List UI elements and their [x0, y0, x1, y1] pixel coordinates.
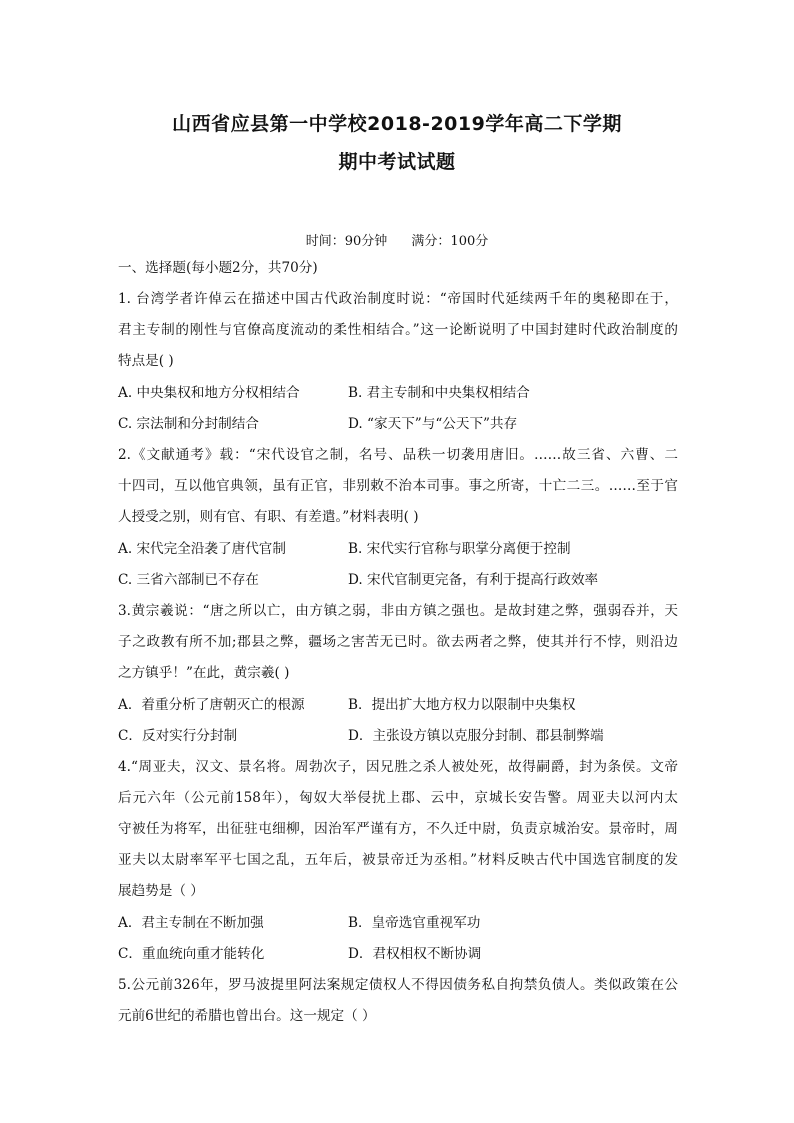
option-d: D. 宋代官制更完备，有利于提高行政效率 [348, 572, 599, 588]
exam-title-line1: 山西省应县第一中学校2018-2019学年高二下学期 [172, 113, 622, 135]
option-c: C. 三省六部制已不存在 [118, 572, 259, 588]
option-a: A. 中央集权和地方分权相结合 [118, 385, 300, 401]
option-d: D. “家天下”与“公天下”共存 [348, 416, 518, 432]
question-line: 十四司，互以他官典领，虽有正官，非别敕不治本司事。事之所寄，十亡二三。……至于官 [118, 478, 678, 494]
option-c: C．重血统向重才能转化 [118, 946, 265, 962]
exam-title-line2: 期中考试试题 [338, 151, 456, 173]
question-line: 君主专制的刚性与官僚高度流动的柔性相结合。”这一论断说明了中国封建时代政治制度的 [118, 322, 678, 338]
question-line: 特点是( ) [118, 353, 174, 369]
option-a: A．君主专制在不断加强 [118, 915, 264, 931]
question-line: 亚夫以太尉率军平七国之乱，五年后，被景帝迁为丞相。”材料反映古代中国选官制度的发 [118, 852, 678, 868]
exam-time: 时间：90分钟 [305, 234, 388, 249]
question-line: 元前6世纪的希腊也曾出台。这一规定（ ） [118, 1008, 376, 1024]
question-line: 4.“周亚夫，汉文、景名将。周勃次子，因兄胜之杀人被处死，故得嗣爵，封为条侯。文帝 [118, 759, 678, 775]
question-line: 展趋势是（ ） [118, 883, 204, 899]
option-d: D．君权相权不断协调 [348, 946, 482, 962]
option-a: A. 宋代完全沿袭了唐代官制 [118, 541, 286, 557]
question-line: 后元六年（公元前158年），匈奴大举侵扰上郡、云中，京城长安告警。周亚夫以河内太 [118, 790, 678, 806]
question-line: 守被任为将军，出征驻屯细柳，因治军严谨有方，不久迁中尉，负责京城治安。景帝时，周 [118, 821, 678, 837]
option-b: B. 君主专制和中央集权相结合 [348, 385, 530, 401]
section-heading: 一、选择题(每小题2分，共70分) [118, 260, 318, 276]
option-b: B. 宋代实行官称与职掌分离便于控制 [348, 541, 571, 557]
question-line: 人授受之别，则有官、有职、有差遣。”材料表明( ) [118, 509, 419, 525]
question-line: 之方镇乎！”在此，黄宗羲( ) [118, 665, 290, 681]
exam-score: 满分：100分 [411, 234, 489, 249]
option-c: C．反对实行分封制 [118, 728, 238, 744]
question-line: 5.公元前326年，罗马波提里阿法案规定债权人不得因债务私自拘禁负债人。类似政策在公 [118, 977, 678, 993]
question-line: 1. 台湾学者许倬云在描述中国古代政治制度时说：“帝国时代延续两千年的奥秘即在于， [118, 291, 678, 307]
question-line: 子之政教有所不加;郡县之弊，疆场之害苦无已时。欲去两者之弊，使其并行不悖，则沿边 [118, 634, 678, 650]
option-c: C. 宗法制和分封制结合 [118, 416, 259, 432]
question-line: 2.《文献通考》载：“宋代设官之制，名号、品秩一切袭用唐旧。……故三省、六曹、二 [118, 447, 678, 463]
exam-meta [0, 230, 794, 249]
option-b: B．提出扩大地方权力以限制中央集权 [348, 697, 576, 713]
option-a: A．着重分析了唐朝灭亡的根源 [118, 697, 305, 713]
question-line: 3.黄宗羲说：“唐之所以亡，由方镇之弱，非由方镇之强也。是故封建之弊，强弱吞并，天 [118, 603, 678, 619]
option-b: B．皇帝选官重视军功 [348, 915, 481, 931]
option-d: D．主张设方镇以克服分封制、郡县制弊端 [348, 728, 604, 744]
